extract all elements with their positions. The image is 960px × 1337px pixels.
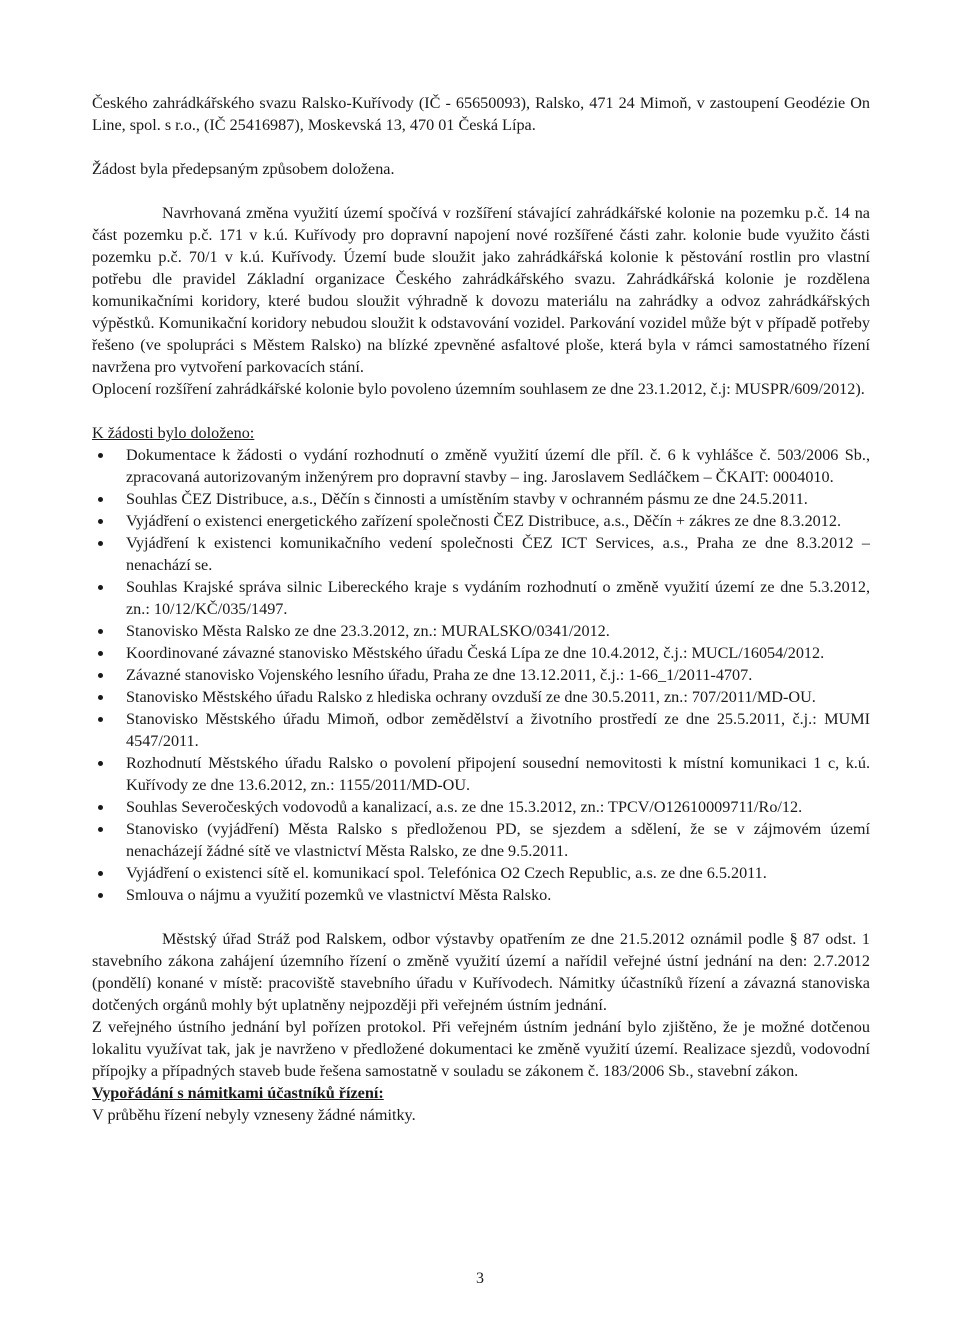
list-item — [92, 862, 870, 884]
bullet-icon — [98, 805, 103, 810]
list-item-text: Vyjádření o existenci sítě el. komunikací spol. Telefónica O2 Czech Republic, a.s. ze dne 6.5.2011. — [126, 864, 767, 882]
list-item — [92, 884, 870, 906]
intro-submission-note: Žádost byla předepsaným způsobem doložena. — [92, 160, 395, 178]
attachments-heading: K žádosti bylo doloženo: — [92, 424, 255, 442]
list-item — [92, 752, 870, 796]
intro-fencing-paragraph: Oplocení rozšíření zahrádkářské kolonie bylo povoleno územním souhlasem ze dne 23.1.2012, č.j: MUSPR/609/2012). — [92, 380, 865, 398]
list-item-text: Vyjádření o existenci energetického zařízení společnosti ČEZ Distribuce, a.s., Děčín + zákres ze dne 8.3.2012. — [126, 512, 841, 530]
bullet-icon — [98, 497, 103, 502]
bullet-icon — [98, 761, 103, 766]
bullet-icon — [98, 629, 103, 634]
list-item — [92, 642, 870, 664]
bullet-icon — [98, 695, 103, 700]
list-item-text: Stanovisko Městského úřadu Ralsko z hlediska ochrany ovzduší ze dne 30.5.2011, zn.: 707/2011/MD-OU. — [126, 688, 816, 706]
objections-heading: Vypořádání s námitkami účastníků řízení: — [92, 1084, 384, 1102]
list-item-text: Souhlas Severočeských vodovodů a kanalizací, a.s. ze dne 15.3.2012, zn.: TPCV/O12610009711/Ro/12. — [126, 798, 803, 816]
list-item — [92, 796, 870, 818]
bullet-icon — [98, 717, 103, 722]
list-item — [92, 818, 870, 862]
objections-text: V průběhu řízení nebyly vzneseny žádné námitky. — [92, 1106, 416, 1124]
list-item — [92, 620, 870, 642]
bullet-icon — [98, 651, 103, 656]
list-item-text: Stanovisko Městského úřadu Mimoň, odbor zemědělství a životního prostředí ze dne 25.5.2011, č.j.: MUMI 4547/2011. — [126, 710, 870, 750]
bullet-icon — [98, 893, 103, 898]
attachments-list — [92, 444, 870, 906]
list-item — [92, 708, 870, 752]
list-item — [92, 576, 870, 620]
list-item-text: Smlouva o nájmu a využití pozemků ve vlastnictví Města Ralsko. — [126, 886, 552, 904]
list-item-text: Dokumentace k žádosti o vydání rozhodnutí o změně využití území dle příl. č. 6 k vyhlášce č. 503/2006 Sb., zpracovaná autorizovaným inženýrem pro dopravní stavby – ing. Jaroslavem Sedláčkem – ČKAIT: 0004010. — [126, 446, 870, 486]
list-item — [92, 532, 870, 576]
bullet-icon — [98, 585, 103, 590]
list-item-text: Závazné stanovisko Vojenského lesního úřadu, Praha ze dne 13.12.2011, č.j.: 1-66_1/2011-4707. — [126, 666, 753, 684]
list-item — [92, 686, 870, 708]
bullet-icon — [98, 871, 103, 876]
list-item-text: Souhlas Krajské správa silnic Libereckého kraje s vydáním rozhodnutí o změně využití území ze dne 5.3.2012, zn.: 10/12/KČ/035/1497. — [126, 578, 870, 618]
list-item-text: Vyjádření k existenci komunikačního vedení společnosti ČEZ ICT Services, a.s., Praha ze dne 8.3.2012 – nenachází se. — [126, 534, 870, 574]
list-item-text: Rozhodnutí Městského úřadu Ralsko o povolení připojení sousední nemovitosti k místní komunikaci 1 c, k.ú. Kuřívody ze dne 13.6.2012, zn.: 1155/2011/MD-OU. — [126, 754, 870, 794]
list-item-text: Stanovisko Města Ralsko ze dne 23.3.2012, zn.: MURALSKO/0341/2012. — [126, 622, 610, 640]
list-item — [92, 510, 870, 532]
bullet-icon — [98, 673, 103, 678]
bullet-icon — [98, 519, 103, 524]
list-item — [92, 444, 870, 488]
list-item — [92, 488, 870, 510]
bullet-icon — [98, 827, 103, 832]
list-item-text: Koordinované závazné stanovisko Městského úřadu Česká Lípa ze dne 10.4.2012, č.j.: MUCL/16054/2012. — [126, 644, 825, 662]
intro-proposal-paragraph: Navrhovaná změna využití území spočívá v rozšíření stávající zahrádkářské kolonie na pozemku p.č. 14 na část pozemku p.č. 171 v k.ú. Kuřívody pro dopravní napojení nové rozšířené části zahr. kolonie bude využito části pozemku p.č. 70/1 v k.ú. Kuřívody. Území bude sloužit jako zahrádkářská kolonie k pěstování rostlin pro vlastní potřebu dle pravidel Základní organizace Českého zahrádkářského svazu. Zahrádkářská kolonie je rozdělena komunikačními koridory, které budou sloužit výhradně k dovozu materiálu na zahrádky a odvoz zahrádkářských výpěstků. Komunikační koridory nebudou sloužit k odstavování vozidel. Parkování vozidel může být v případě potřeby řešeno (ve spolupráci s Městem Ralsko) na blízké zpevněné asfaltové ploše, která byla v rámci samostatného řízení navržena pro vytvoření parkovacích stání. — [92, 204, 870, 376]
proceedings-notice-paragraph: Městský úřad Stráž pod Ralskem, odbor výstavby opatřením ze dne 21.5.2012 oznámil podle § 87 odst. 1 stavebního zákona zahájení územního řízení o změně využití území a nařídil veřejné ústní jednání na den: 2.7.2012 (pondělí) konané v místě: pracoviště stavebního úřadu v Kuřívodech. Námitky účastníků řízení a závazná stanoviska dotčených orgánů mohly být uplatněny nejpozději při veřejném ústním jednání. — [92, 930, 870, 1014]
list-item-text: Souhlas ČEZ Distribuce, a.s., Děčín s činnosti a umístěním stavby v ochranném pásmu ze dne 24.5.2011. — [126, 490, 808, 508]
intro-applicant-paragraph: Českého zahrádkářského svazu Ralsko-Kuřívody (IČ - 65650093), Ralsko, 471 24 Mimoň, v zastoupení Geodézie On Line, spol. s r.o., (IČ 25416987), Moskevská 13, 470 01 Česká Lípa. — [92, 94, 870, 134]
list-item-text: Stanovisko (vyjádření) Města Ralsko s předloženou PD, se sjezdem a sdělení, že se v zájmovém území nenacházejí žádné sítě ve vlastnictví Města Ralsko, ze dne 9.5.2011. — [126, 820, 870, 860]
list-item — [92, 664, 870, 686]
proceedings-protocol-paragraph: Z veřejného ústního jednání byl pořízen protokol. Při veřejném ústním jednání bylo zjištěno, že je možné dotčenou lokalitu využívat tak, jak je navrženo v předložené dokumentaci ke změně využití území. Realizace sjezdů, vodovodní přípojky a případných staveb bude řešena samostatně v souladu se zákonem č. 183/2006 Sb., stavební zákon. — [92, 1018, 870, 1080]
bullet-icon — [98, 453, 103, 458]
page-number: 3 — [476, 1270, 484, 1287]
bullet-icon — [98, 541, 103, 546]
